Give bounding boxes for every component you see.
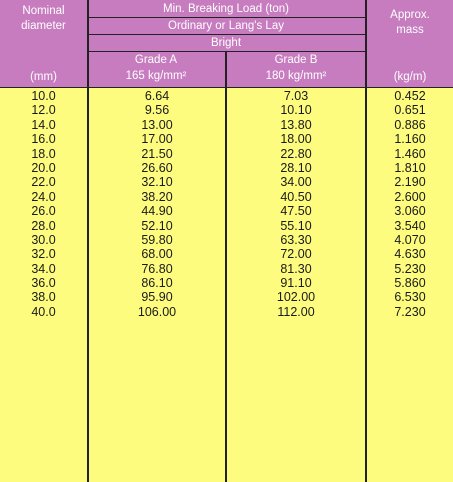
mass-cell: 7.230 <box>394 304 426 319</box>
mass-cell: 0.452 <box>394 89 426 103</box>
diameter-cell: 12.0 <box>31 103 56 118</box>
grade-b-load-cell: 7.03 <box>283 89 309 103</box>
grade-b-load-cell: 81.30 <box>280 261 312 276</box>
grade-a-load-cell: 13.00 <box>141 117 173 132</box>
grade-b-load-cell: 91.10 <box>280 276 312 291</box>
header-rule <box>87 51 367 52</box>
diameter-cell: 10.0 <box>31 89 56 103</box>
lay-heading: Ordinary or Lang's Lay <box>168 20 284 32</box>
approx-mass-heading: Approx. mass <box>390 9 430 36</box>
grade-a-load-cell: 86.10 <box>141 276 173 291</box>
mass-cell: 1.160 <box>394 132 426 147</box>
diameter-cell: 40.0 <box>31 304 56 319</box>
header-bottom-rule <box>0 87 453 88</box>
diameter-cell: 28.0 <box>31 218 56 233</box>
grade-a-heading: Grade A <box>134 54 178 66</box>
grade-a-load-cell: 52.10 <box>141 218 173 233</box>
grade-a-load-cell: 17.00 <box>141 132 173 147</box>
diameter-cell: 34.0 <box>31 261 56 276</box>
grade-b-column <box>227 89 365 319</box>
grade-a-load-cell: 9.56 <box>144 103 170 118</box>
diameter-cell: 14.0 <box>31 117 56 132</box>
grade-a-load-cell: 59.80 <box>141 232 173 247</box>
grade-a-strength: 165 kg/mm² <box>125 70 187 82</box>
mass-cell: 5.230 <box>394 261 426 276</box>
diameter-cell: 16.0 <box>31 132 56 147</box>
grade-a-load-cell: 76.80 <box>141 261 173 276</box>
diameter-unit: (mm) <box>30 71 57 83</box>
grade-b-load-cell: 28.10 <box>280 160 312 175</box>
mass-column <box>367 89 453 319</box>
mass-cell: 2.600 <box>394 189 426 204</box>
grade-a-column <box>89 89 225 319</box>
mass-cell: 2.190 <box>394 175 426 190</box>
grade-b-load-cell: 55.10 <box>280 218 312 233</box>
header-rule <box>87 34 367 35</box>
finish-heading: Bright <box>210 37 242 49</box>
grade-a-load-cell: 68.00 <box>141 247 173 262</box>
mass-cell: 0.651 <box>394 103 426 118</box>
grade-b-load-cell: 40.50 <box>280 189 312 204</box>
grade-b-load-cell: 18.00 <box>280 132 312 147</box>
grade-a-load-cell: 32.10 <box>141 175 173 190</box>
grade-a-load-cell: 44.90 <box>141 204 173 219</box>
diameter-cell: 36.0 <box>31 276 56 291</box>
diameter-cell: 24.0 <box>31 189 56 204</box>
grade-b-strength: 180 kg/mm² <box>265 70 327 82</box>
grade-b-load-cell: 72.00 <box>280 247 312 262</box>
mass-unit: (kg/m) <box>393 71 427 83</box>
diameter-cell: 32.0 <box>31 247 56 262</box>
diameter-cell: 18.0 <box>31 146 56 161</box>
grade-a-load-cell: 38.20 <box>141 189 173 204</box>
grade-b-load-cell: 22.80 <box>280 146 312 161</box>
diameter-cell: 20.0 <box>31 160 56 175</box>
diameter-column <box>0 89 87 319</box>
mass-cell: 5.860 <box>394 276 426 291</box>
grade-a-load-cell: 106.00 <box>137 304 177 319</box>
grade-b-load-cell: 34.00 <box>280 175 312 190</box>
diameter-cell: 30.0 <box>31 232 56 247</box>
mass-cell: 0.886 <box>394 117 426 132</box>
diameter-cell: 22.0 <box>31 175 56 190</box>
grade-b-load-cell: 63.30 <box>280 232 312 247</box>
grade-a-load-cell: 26.60 <box>141 160 173 175</box>
nominal-diameter-heading: Nominal diameter <box>21 5 66 32</box>
grade-a-load-cell: 6.64 <box>144 89 170 103</box>
mass-cell: 4.630 <box>394 247 426 262</box>
grade-b-heading: Grade B <box>274 54 318 66</box>
grade-a-load-cell: 21.50 <box>141 146 173 161</box>
grade-b-load-cell: 102.00 <box>276 290 316 305</box>
mass-cell: 6.530 <box>394 290 426 305</box>
grade-b-load-cell: 13.80 <box>280 117 312 132</box>
grade-b-load-cell: 47.50 <box>280 204 312 219</box>
mass-cell: 3.540 <box>394 218 426 233</box>
header-rule <box>87 17 367 18</box>
grade-b-load-cell: 10.10 <box>280 103 312 118</box>
mass-cell: 4.070 <box>394 232 426 247</box>
grade-b-load-cell: 112.00 <box>277 304 315 319</box>
diameter-cell: 26.0 <box>31 204 56 219</box>
mass-cell: 3.060 <box>394 204 426 219</box>
grade-a-load-cell: 95.90 <box>141 290 173 305</box>
diameter-cell: 38.0 <box>31 290 56 305</box>
mass-cell: 1.460 <box>394 146 426 161</box>
mass-cell: 1.810 <box>394 160 426 175</box>
min-breaking-load-heading: Min. Breaking Load (ton) <box>163 3 289 15</box>
